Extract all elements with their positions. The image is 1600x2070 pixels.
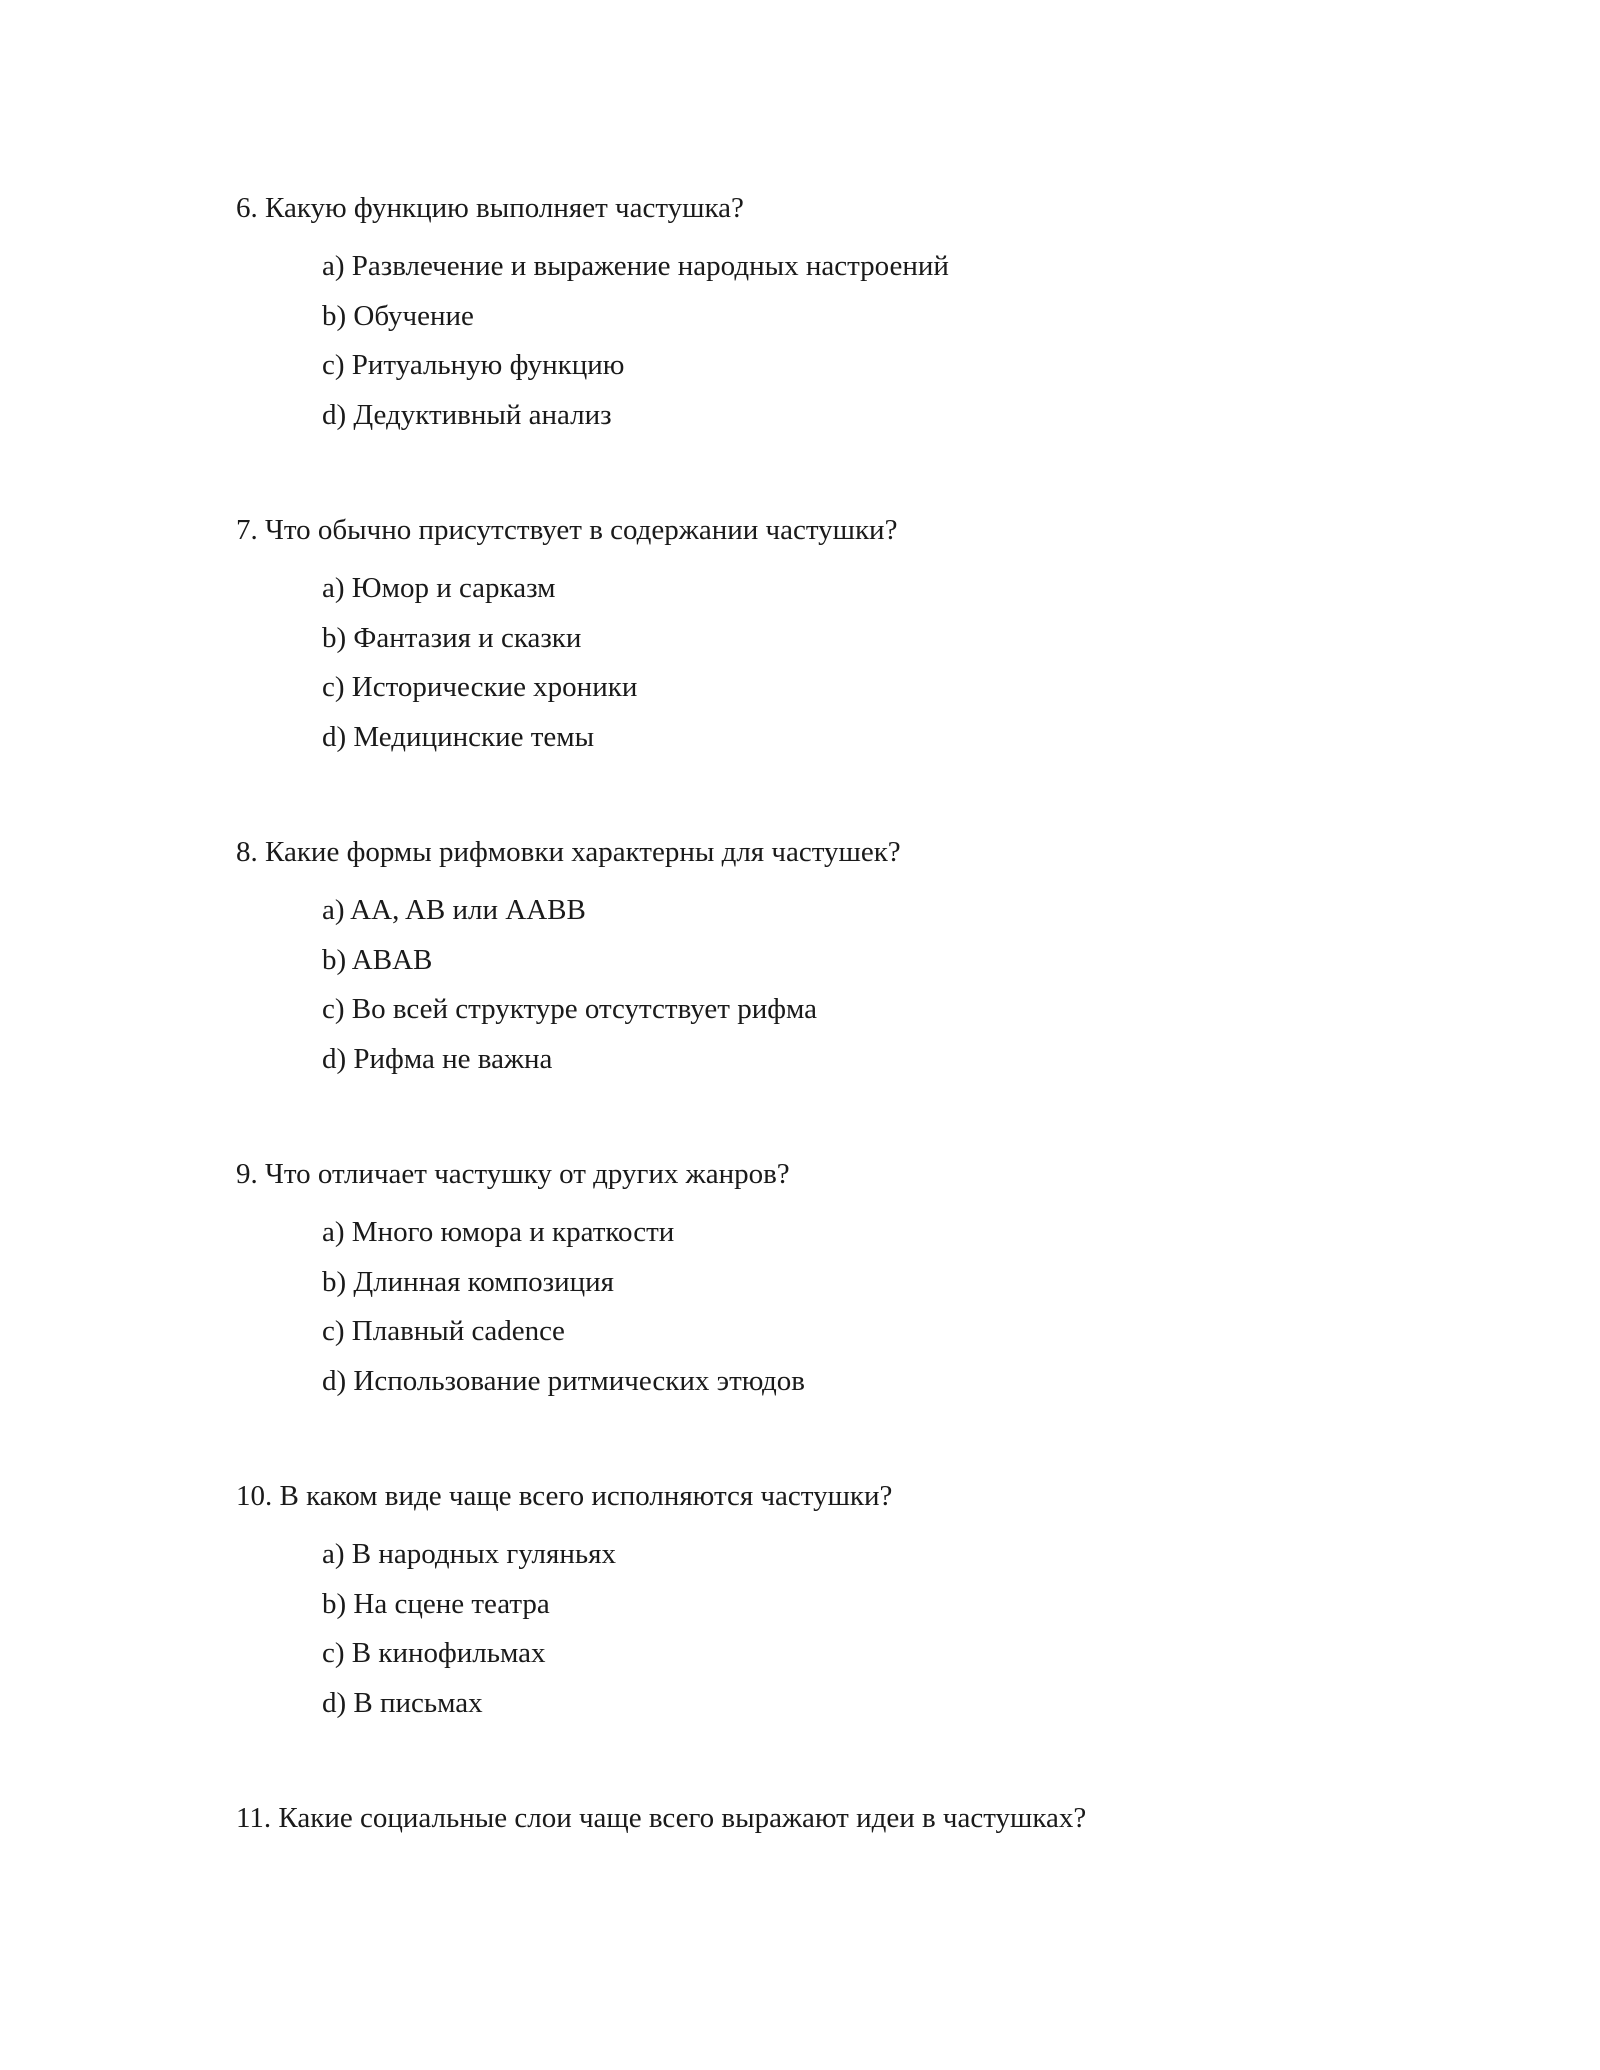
options-list [322, 1214, 1436, 1412]
options-list [322, 248, 1436, 446]
question-text: 10. В каком виде чаще всего исполняются частушки? [236, 1480, 893, 1512]
option-b: b) На сцене театра [322, 1587, 550, 1620]
question-7 [236, 512, 1436, 768]
question-text: 11. Какие социальные слои чаще всего выражают идеи в частушках? [236, 1802, 1087, 1834]
option-b: b) ABAB [322, 943, 433, 976]
option-d: d) В письмах [322, 1686, 483, 1719]
option-d: d) Использование ритмических этюдов [322, 1364, 805, 1397]
question-text: 7. Что обычно присутствует в содержании частушки? [236, 514, 898, 546]
option-a: a) Много юмора и краткости [322, 1216, 675, 1248]
option-d: d) Рифма не важна [322, 1042, 553, 1075]
option-b: b) Длинная композиция [322, 1265, 614, 1298]
option-d: d) Медицинские темы [322, 720, 595, 753]
option-c: c) В кинофильмах [322, 1637, 546, 1669]
question-6 [236, 190, 1436, 446]
option-a: a) Юмор и сарказм [322, 572, 556, 604]
option-a: a) Развлечение и выражение народных настроений [322, 250, 949, 282]
option-c: c) Исторические хроники [322, 671, 638, 703]
options-list [322, 1536, 1436, 1734]
question-11 [236, 1800, 1436, 1836]
options-list [322, 570, 1436, 768]
option-b: b) Фантазия и сказки [322, 621, 582, 654]
question-text: 9. Что отличает частушку от других жанров? [236, 1158, 790, 1190]
option-c: c) Плавный cadence [322, 1315, 565, 1347]
question-text: 6. Какую функцию выполняет частушка? [236, 192, 744, 224]
option-d: d) Дедуктивный анализ [322, 398, 612, 431]
question-8 [236, 834, 1436, 1090]
option-b: b) Обучение [322, 299, 474, 332]
options-list [322, 892, 1436, 1090]
question-10 [236, 1478, 1436, 1734]
question-text: 8. Какие формы рифмовки характерны для частушек? [236, 836, 901, 868]
option-a: a) В народных гуляньях [322, 1538, 616, 1570]
question-9 [236, 1156, 1436, 1412]
option-c: c) Ритуальную функцию [322, 349, 625, 381]
option-a: a) AA, AB или AABB [322, 894, 586, 926]
option-c: c) Во всей структуре отсутствует рифма [322, 993, 818, 1025]
